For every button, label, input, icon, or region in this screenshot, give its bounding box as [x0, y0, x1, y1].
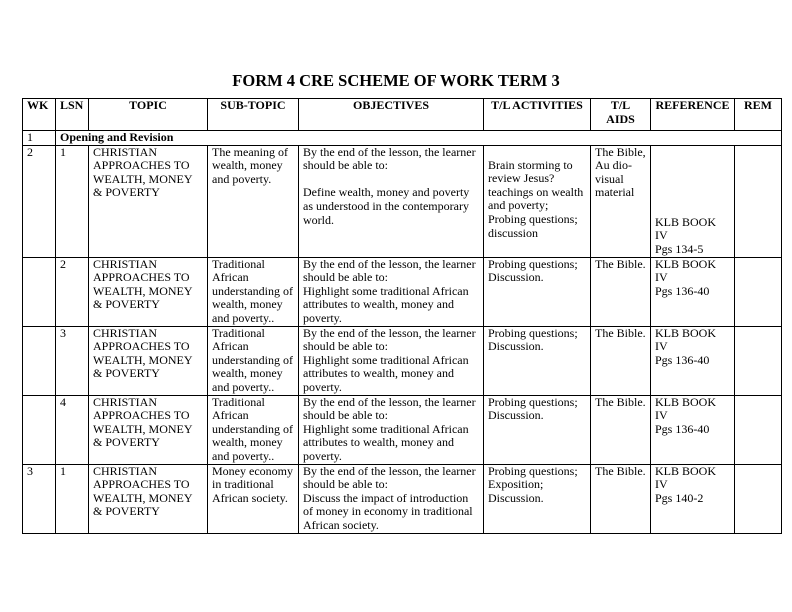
opening-wk: 1 [23, 131, 56, 146]
cell-subtopic: Traditional African understanding of wealth, money and poverty.. [208, 326, 299, 395]
opening-row [23, 131, 782, 146]
cell-reference: KLB BOOK IV Pgs 136-40 [651, 326, 735, 395]
cell-aids: The Bible. [591, 464, 651, 533]
cell-aids: The Bible. [591, 395, 651, 464]
cell-reference: KLB BOOK IV Pgs 140-2 [651, 464, 735, 533]
cell-topic: CHRISTIAN APPROACHES TO WEALTH, MONEY & POVERTY [89, 326, 208, 395]
cell-subtopic: Traditional African understanding of wealth, money and poverty.. [208, 395, 299, 464]
cell-topic: CHRISTIAN APPROACHES TO WEALTH, MONEY & POVERTY [89, 257, 208, 326]
header-aids: T/L AIDS [591, 99, 651, 131]
cell-activities: Brain storming to review Jesus? teachings on wealth and poverty; Probing questions; discussion [484, 145, 591, 257]
header-lsn: LSN [56, 99, 89, 131]
cell-lsn: 2 [56, 257, 89, 326]
cell-aids: The Bible. [591, 257, 651, 326]
header-row [23, 99, 782, 131]
cell-wk [23, 326, 56, 395]
cell-wk: 3 [23, 464, 56, 533]
cell-objectives: By the end of the lesson, the learner should be able to: Define wealth, money and poverty as understood in the contemporary world. [299, 145, 484, 257]
cell-activities: Probing questions; Discussion. [484, 326, 591, 395]
cell-rem [735, 145, 782, 257]
cell-topic: CHRISTIAN APPROACHES TO WEALTH, MONEY & POVERTY [89, 464, 208, 533]
cell-rem [735, 464, 782, 533]
cell-lsn: 3 [56, 326, 89, 395]
cell-wk [23, 395, 56, 464]
cell-objectives: By the end of the lesson, the learner should be able to: Discuss the impact of introduction of money in economy in traditional African society. [299, 464, 484, 533]
cell-lsn: 1 [56, 145, 89, 257]
cell-objectives: By the end of the lesson, the learner should be able to: Highlight some traditional African attributes to wealth, money and poverty. [299, 326, 484, 395]
cell-activities: Probing questions; Discussion. [484, 257, 591, 326]
cell-activities: Probing questions; Discussion. [484, 395, 591, 464]
header-reference: REFERENCE [651, 99, 735, 131]
table-row [23, 464, 782, 533]
cell-reference: KLB BOOK IV Pgs 134-5 [651, 145, 735, 257]
cell-objectives: By the end of the lesson, the learner should be able to: Highlight some traditional African attributes to wealth, money and poverty. [299, 395, 484, 464]
table-row [23, 145, 782, 257]
header-rem: REM [735, 99, 782, 131]
cell-reference: KLB BOOK IV Pgs 136-40 [651, 395, 735, 464]
cell-rem [735, 257, 782, 326]
cell-lsn: 1 [56, 464, 89, 533]
cell-topic: CHRISTIAN APPROACHES TO WEALTH, MONEY & POVERTY [89, 395, 208, 464]
cell-aids: The Bible, Au dio-visual material [591, 145, 651, 257]
page-title: FORM 4 CRE SCHEME OF WORK TERM 3 [232, 71, 560, 90]
table-row [23, 257, 782, 326]
cell-wk: 2 [23, 145, 56, 257]
header-activities: T/L ACTIVITIES [484, 99, 591, 131]
cell-subtopic: The meaning of wealth, money and poverty. [208, 145, 299, 257]
cell-aids: The Bible. [591, 326, 651, 395]
cell-reference: KLB BOOK IV Pgs 136-40 [651, 257, 735, 326]
scheme-table [22, 98, 782, 534]
table-row [23, 326, 782, 395]
cell-activities: Probing questions; Exposition; Discussion. [484, 464, 591, 533]
header-objectives: OBJECTIVES [299, 99, 484, 131]
cell-lsn: 4 [56, 395, 89, 464]
cell-wk [23, 257, 56, 326]
header-wk: WK [23, 99, 56, 131]
opening-text: Opening and Revision [56, 131, 782, 146]
cell-subtopic: Traditional African understanding of wealth, money and poverty.. [208, 257, 299, 326]
cell-subtopic: Money economy in traditional African society. [208, 464, 299, 533]
cell-topic: CHRISTIAN APPROACHES TO WEALTH, MONEY & POVERTY [89, 145, 208, 257]
cell-rem [735, 395, 782, 464]
cell-objectives: By the end of the lesson, the learner should be able to: Highlight some traditional African attributes to wealth, money and poverty. [299, 257, 484, 326]
header-subtopic: SUB-TOPIC [208, 99, 299, 131]
header-topic: TOPIC [89, 99, 208, 131]
cell-rem [735, 326, 782, 395]
table-row [23, 395, 782, 464]
